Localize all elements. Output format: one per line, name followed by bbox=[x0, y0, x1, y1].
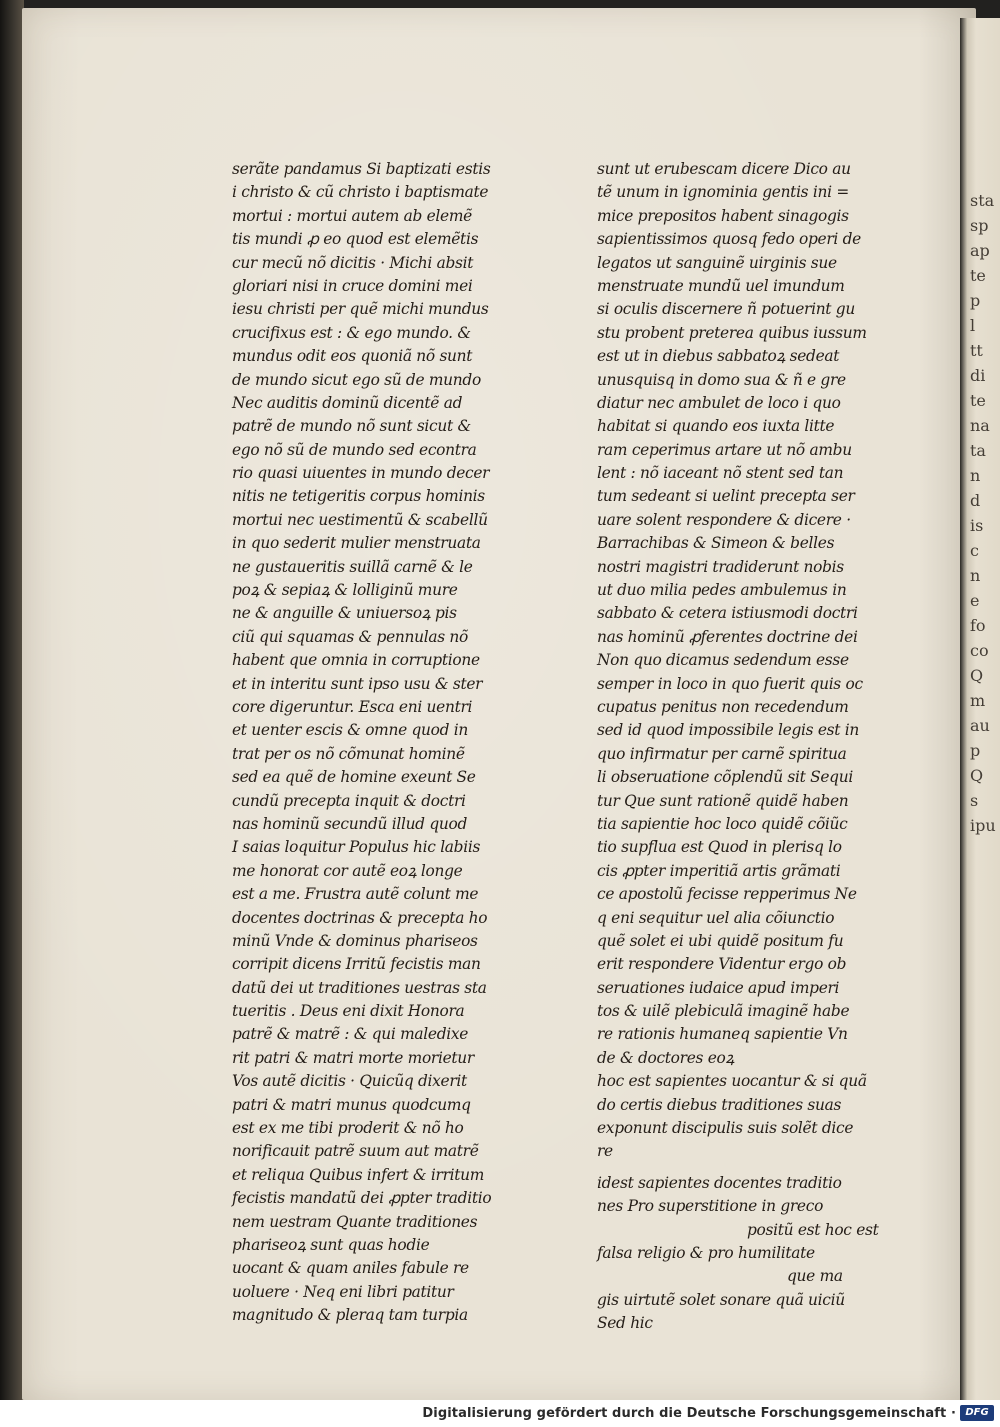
adjacent-page-fragment: na bbox=[970, 416, 990, 435]
text-line: crucifixus est : & ego mundo. & bbox=[232, 323, 471, 342]
text-line: tueritis . Deus eni dixit Honora bbox=[232, 1002, 465, 1021]
text-line: sed ea quẽ de homine exeunt Se bbox=[232, 768, 476, 787]
text-line: diatur nec ambulet de loco i quo bbox=[597, 393, 841, 412]
text-line: rio quasi uiuentes in mundo decer bbox=[232, 464, 490, 483]
text-line: est a me. Frustra autẽ colunt me bbox=[232, 885, 479, 904]
text-line: nas hominũ secundũ illud quod bbox=[232, 814, 468, 833]
text-line: cundũ precepta inquit & doctri bbox=[232, 791, 466, 810]
text-line: tis mundi ꝓ eo quod est elemẽtis bbox=[232, 230, 479, 249]
adjacent-page-fragment: n bbox=[970, 466, 981, 485]
text-line: de mundo sicut ego sũ de mundo bbox=[232, 370, 481, 389]
text-line: que ma bbox=[787, 1267, 843, 1286]
text-line: magnitudo & pleraq tam turpia bbox=[232, 1306, 468, 1325]
text-line: patri & matri munus quodcumq bbox=[232, 1095, 471, 1114]
text-line: norificauit patrẽ suum aut matrẽ bbox=[232, 1142, 479, 1161]
text-line: cur mecũ nõ dicitis · Michi absit bbox=[232, 253, 474, 272]
adjacent-page-fragment: Q bbox=[970, 666, 984, 685]
text-line: ne gustaueritis suillã carnẽ & le bbox=[232, 557, 473, 576]
text-line: unusquisq in domo sua & ñ e gre bbox=[597, 370, 846, 389]
text-line: tio supflua est Quod in plerisq lo bbox=[597, 838, 842, 857]
text-line: cis ꝓpter imperitiã artis grãmati bbox=[597, 861, 841, 880]
text-line: core digeruntur. Esca eni uentri bbox=[232, 697, 473, 716]
text-line: li obseruatione cõplendũ sit Sequi bbox=[597, 768, 853, 787]
digitization-footer bbox=[0, 1400, 1000, 1427]
text-line: seruationes iudaice apud imperi bbox=[597, 978, 840, 997]
text-line: sed id quod impossibile legis est in bbox=[597, 721, 859, 740]
adjacent-page-fragment: s bbox=[970, 791, 979, 810]
adjacent-page-fragment: p bbox=[970, 741, 981, 760]
text-line: semper in loco in quo fuerit quis oc bbox=[597, 674, 863, 693]
text-line: ego nõ sũ de mundo sed econtra bbox=[232, 440, 477, 459]
text-line: habitat si quando eos iuxta litte bbox=[597, 417, 835, 436]
adjacent-page-fragment: m bbox=[970, 691, 986, 710]
text-line: ut duo milia pedes ambulemus in bbox=[597, 581, 847, 600]
text-line: mortui nec uestimentũ & scabellũ bbox=[232, 510, 488, 529]
text-line: cupatus penitus non recedendum bbox=[597, 697, 849, 716]
text-line: serãte pandamus Si baptizati estis bbox=[232, 160, 491, 178]
adjacent-page-fragment: ipu bbox=[970, 816, 996, 835]
text-line: phariseoꝝ sunt quas hodie bbox=[232, 1235, 430, 1254]
text-line: et uenter escis & omne quod in bbox=[232, 721, 468, 740]
text-line: idest sapientes docentes traditio bbox=[597, 1173, 842, 1192]
adjacent-page-fragment: te bbox=[970, 391, 986, 410]
text-line: datũ dei ut traditiones uestras sta bbox=[232, 978, 487, 997]
adjacent-page-text bbox=[970, 188, 1000, 838]
text-line: mortui : mortui autem ab elemẽ bbox=[232, 206, 472, 225]
adjacent-page-fragment: fo bbox=[970, 616, 986, 635]
text-line: exponunt discipulis suis solẽt dice bbox=[597, 1119, 854, 1138]
text-line: stu probent preterea quibus iussum bbox=[597, 323, 867, 342]
adjacent-page-fragment: tt bbox=[970, 341, 983, 360]
text-line: nostri magistri tradiderunt nobis bbox=[597, 557, 844, 576]
text-line: corripit dicens Irritũ fecistis man bbox=[232, 955, 481, 974]
text-line: Vos autẽ dicitis · Quicũq dixerit bbox=[232, 1072, 467, 1091]
text-line: mundus odit eos quoniã nõ sunt bbox=[232, 347, 473, 366]
text-line: tum sedeant si uelint precepta ser bbox=[597, 487, 855, 506]
adjacent-page-fragment: di bbox=[970, 366, 986, 385]
text-line: ne & anguille & uniuersoꝝ pis bbox=[232, 604, 457, 623]
text-line: nas hominũ ꝓferentes doctrine dei bbox=[597, 627, 858, 646]
text-line: re rationis humaneq sapientie Vn bbox=[597, 1025, 848, 1044]
text-line: rit patri & matri morte morietur bbox=[232, 1048, 474, 1067]
text-line: nem uestram Quante traditiones bbox=[232, 1212, 478, 1231]
text-line: menstruate mundũ uel imundum bbox=[597, 276, 845, 295]
text-line: legatos ut sanguinẽ uirginis sue bbox=[597, 253, 837, 272]
text-line: I saias loquitur Populus hic labiis bbox=[232, 838, 481, 857]
text-line: tos & uilẽ plebiculã imaginẽ habe bbox=[597, 1002, 850, 1021]
text-line: trat per os nõ cõmunat hominẽ bbox=[232, 744, 465, 763]
adjacent-page-fragment: sta bbox=[970, 191, 995, 210]
text-line: et reliqua Quibus infert & irritum bbox=[232, 1165, 485, 1184]
text-line: re bbox=[597, 1142, 613, 1161]
text-line: de & doctores eoꝝ bbox=[597, 1048, 735, 1067]
book-binding-edge bbox=[0, 0, 24, 1400]
text-line: uocant & quam aniles fabule re bbox=[232, 1259, 469, 1278]
funding-credit: Digitalisierung gefördert durch die Deutsche Forschungsgemeinschaft · bbox=[422, 1406, 956, 1421]
text-line: si oculis discernere ñ potuerint gu bbox=[597, 300, 855, 319]
text-line: uoluere · Neq eni libri patitur bbox=[232, 1282, 454, 1301]
adjacent-page-fragment: co bbox=[970, 641, 989, 660]
text-line: sabbato & cetera istiusmodi doctri bbox=[597, 604, 858, 623]
text-column-left bbox=[232, 158, 522, 1328]
adjacent-page-fragment: p bbox=[970, 291, 981, 310]
text-line: me honorat cor autẽ eoꝝ longe bbox=[232, 861, 463, 880]
text-line: tia sapientie hoc loco quidẽ cõiũc bbox=[597, 814, 848, 833]
text-line: tur Que sunt rationẽ quidẽ haben bbox=[597, 791, 849, 810]
text-line: q eni sequitur uel alia cõiunctio bbox=[597, 908, 835, 927]
adjacent-page-fragment: ta bbox=[970, 441, 986, 460]
text-line: do certis diebus traditiones suas bbox=[597, 1095, 842, 1114]
text-line: poꝝ & sepiaꝝ & lolliginũ mure bbox=[232, 581, 458, 600]
text-column-right bbox=[597, 158, 897, 1336]
text-line: fecistis mandatũ dei ꝓpter traditio bbox=[232, 1189, 492, 1208]
text-line: et in interitu sunt ipso usu & ster bbox=[232, 674, 483, 693]
text-line: minũ Vnde & dominus phariseos bbox=[232, 931, 478, 950]
adjacent-page-fragment: d bbox=[970, 491, 981, 510]
adjacent-page-fragment: te bbox=[970, 266, 986, 285]
text-line: lent : nõ iaceant nõ stent sed tan bbox=[597, 464, 844, 483]
adjacent-page-fragment: n bbox=[970, 566, 981, 585]
adjacent-page-fragment: c bbox=[970, 541, 979, 560]
text-line: ciũ qui squamas & pennulas nõ bbox=[232, 627, 468, 646]
text-line: habent que omnia in corruptione bbox=[232, 651, 480, 670]
text-line: patrẽ & matrẽ : & qui maledixe bbox=[232, 1025, 469, 1044]
adjacent-page-fragment: l bbox=[970, 316, 976, 335]
adjacent-page-fragment: is bbox=[970, 516, 984, 535]
text-line: sunt ut erubescam dicere Dico au bbox=[597, 160, 851, 178]
text-line: Sed hic bbox=[597, 1314, 653, 1333]
text-line: quẽ solet ei ubi quidẽ positum fu bbox=[597, 931, 844, 950]
text-line: gis uirtutẽ solet sonare quã uiciũ bbox=[597, 1290, 845, 1309]
text-line: gloriari nisi in cruce domini mei bbox=[232, 276, 473, 295]
text-line: sapientissimos quosq fedo operi de bbox=[597, 230, 861, 249]
text-line: est ut in diebus sabbatoꝝ sedeat bbox=[597, 347, 840, 366]
text-line: Nec auditis dominũ dicentẽ ad bbox=[232, 393, 463, 412]
text-line: docentes doctrinas & precepta ho bbox=[232, 908, 488, 927]
text-line: Non quo dicamus sedendum esse bbox=[597, 651, 849, 670]
text-line: in quo sederit mulier menstruata bbox=[232, 534, 481, 553]
text-line: patrẽ de mundo nõ sunt sicut & bbox=[232, 417, 471, 436]
adjacent-page-fragment: Q bbox=[970, 766, 984, 785]
text-line: positũ est hoc est bbox=[747, 1220, 879, 1239]
text-line: hoc est sapientes uocantur & si quã bbox=[597, 1072, 867, 1091]
text-line: erit respondere Videntur ergo ob bbox=[597, 955, 847, 974]
text-line: mice prepositos habent sinagogis bbox=[597, 206, 849, 225]
dfg-logo-icon: DFG bbox=[960, 1405, 994, 1421]
text-line: nitis ne tetigeritis corpus hominis bbox=[232, 487, 485, 506]
text-line: uare solent respondere & dicere · bbox=[597, 510, 851, 529]
text-line: nes Pro superstitione in greco bbox=[597, 1197, 824, 1216]
text-line: ram ceperimus artare ut nõ ambu bbox=[597, 440, 852, 459]
adjacent-page-fragment: sp bbox=[970, 216, 989, 235]
text-line: Barrachibas & Simeon & belles bbox=[597, 534, 835, 553]
adjacent-page-fragment: au bbox=[970, 716, 990, 735]
adjacent-page-fragment: ap bbox=[970, 241, 990, 260]
text-line: quo infirmatur per carnẽ spiritua bbox=[597, 744, 847, 763]
adjacent-page-fragment: e bbox=[970, 591, 980, 610]
adjacent-page-edge bbox=[960, 18, 1000, 1400]
text-line: tẽ unum in ignominia gentis ini = bbox=[597, 183, 849, 202]
text-line: falsa religio & pro humilitate bbox=[597, 1243, 815, 1262]
text-line: ce apostolũ fecisse repperimus Ne bbox=[597, 885, 857, 904]
text-line: i christo & cũ christo i baptismate bbox=[232, 183, 489, 202]
text-line: est ex me tibi proderit & nõ ho bbox=[232, 1119, 464, 1138]
text-line: iesu christi per quẽ michi mundus bbox=[232, 300, 489, 319]
